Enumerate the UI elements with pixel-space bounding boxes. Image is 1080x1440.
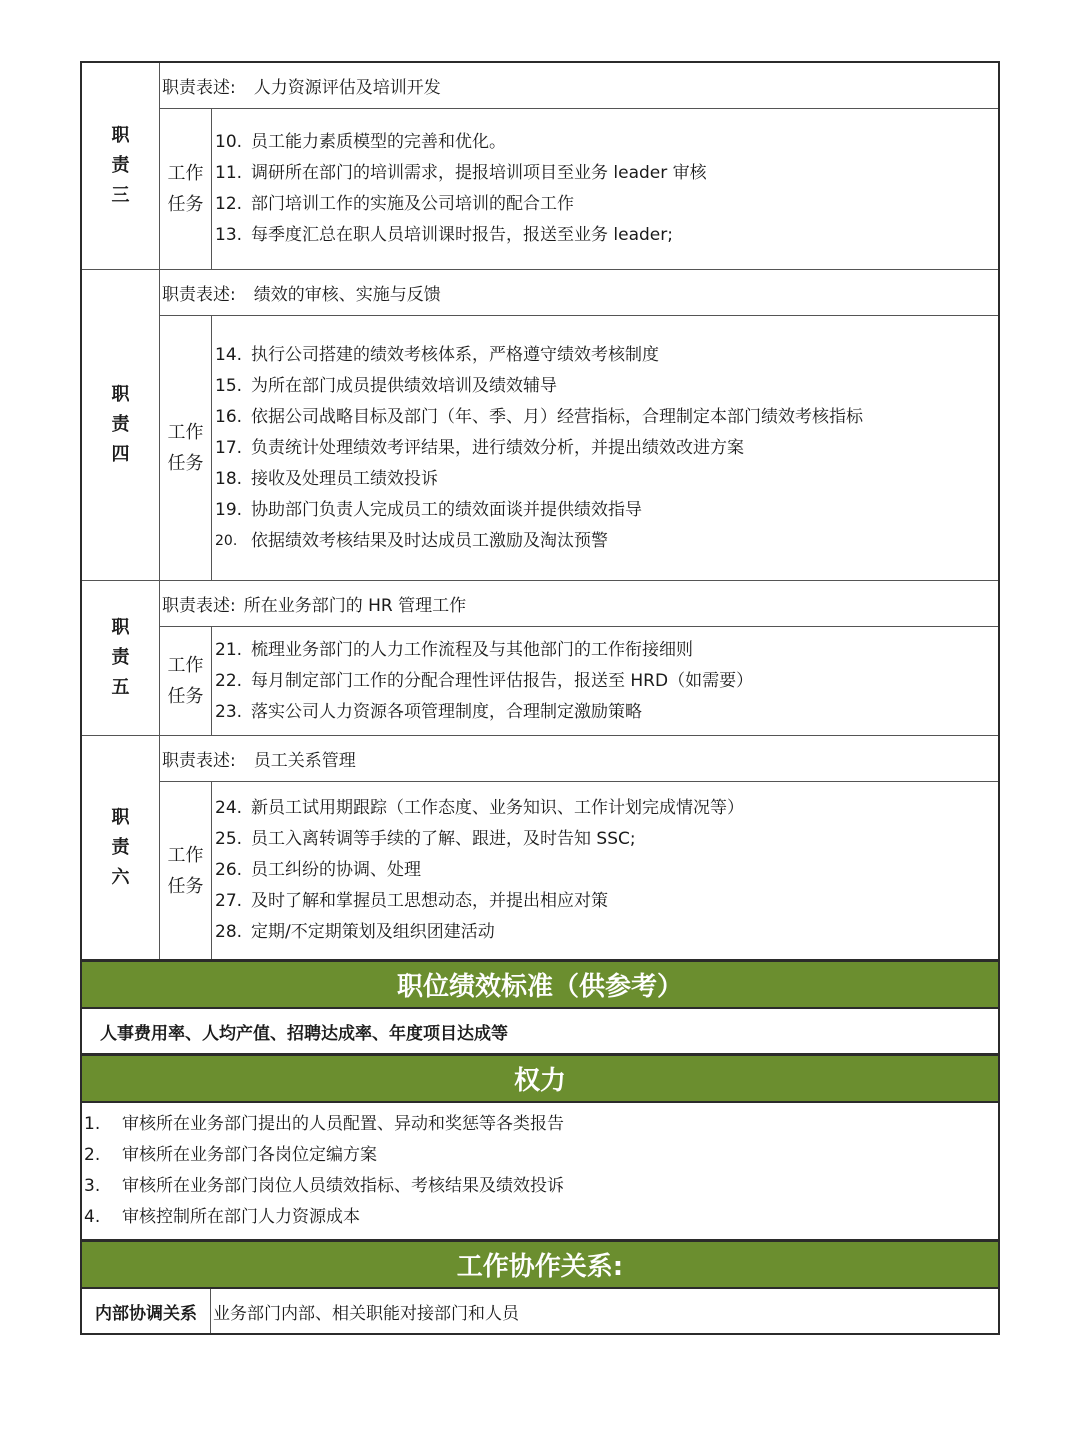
duty-label-char: 职	[111, 617, 130, 638]
task-number: 24.	[215, 798, 243, 818]
task-number: 25.	[215, 829, 243, 849]
list-item	[82, 1140, 998, 1171]
duty-description-label: 职责表述:	[162, 285, 236, 305]
task-number: 11.	[215, 163, 243, 183]
task-text: 协助部门负责人完成员工的绩效面谈并提供绩效指导	[251, 499, 642, 520]
duty-description-label: 职责表述:	[162, 78, 236, 98]
list-item	[82, 1202, 998, 1233]
task-label-line: 工作	[167, 655, 204, 676]
task-number: 13.	[215, 225, 243, 245]
duty-four	[82, 270, 998, 581]
task-number: 23.	[215, 701, 243, 722]
collaboration-row	[82, 1289, 998, 1335]
job-description-sheet	[80, 61, 1000, 1335]
task-text: 定期/不定期策划及组织团建活动	[251, 922, 495, 942]
power-item-text: 审核所在业务部门岗位人员绩效指标、考核结果及绩效投诉	[122, 1176, 564, 1196]
power-section-title: 权力	[513, 1066, 566, 1096]
task-number: 27.	[215, 891, 243, 911]
duty-label-char: 三	[111, 185, 130, 206]
task-label-line: 工作	[167, 422, 204, 443]
list-item	[215, 495, 998, 526]
task-number: 21.	[215, 639, 243, 660]
list-item	[215, 824, 998, 855]
duty-label-char: 职	[111, 384, 130, 405]
collaboration-section-header	[82, 1239, 998, 1289]
task-number: 22.	[215, 670, 243, 691]
task-label-line: 任务	[167, 453, 204, 474]
task-list	[212, 627, 998, 735]
list-item	[215, 697, 998, 728]
task-list	[212, 109, 998, 269]
task-number: 26.	[215, 860, 243, 880]
duty-label-char: 责	[111, 155, 130, 176]
duty-description-value: 员工关系管理	[253, 751, 356, 771]
task-text: 依据公司战略目标及部门（年、季、月）经营指标，合理制定本部门绩效考核指标	[251, 406, 863, 427]
power-item-number: 4.	[84, 1207, 101, 1227]
list-item	[215, 340, 998, 371]
duty-label-char: 职	[111, 806, 130, 828]
task-text: 每月制定部门工作的分配合理性评估报告，报送至 HRD（如需要）	[251, 670, 754, 691]
duty-label	[82, 63, 160, 269]
duty-label-char: 责	[111, 836, 130, 858]
task-number: 19.	[215, 499, 243, 520]
duty-label-char: 责	[111, 414, 130, 435]
task-number: 20.	[215, 532, 238, 549]
duty-label-char: 五	[111, 677, 130, 698]
duty-label-char: 四	[111, 444, 130, 465]
duty-description	[160, 63, 998, 109]
list-item	[215, 635, 998, 666]
task-number: 16.	[215, 406, 243, 427]
list-item	[215, 189, 998, 220]
collaboration-label: 内部协调关系	[82, 1289, 211, 1333]
list-item	[215, 793, 998, 824]
duty-description-value: 绩效的审核、实施与反馈	[253, 285, 441, 305]
duty-label	[82, 581, 160, 735]
duty-description-label: 职责表述:	[162, 751, 236, 771]
task-label	[160, 627, 212, 735]
task-text: 落实公司人力资源各项管理制度，合理制定激励策略	[251, 701, 642, 722]
task-label	[160, 782, 212, 959]
list-item	[215, 464, 998, 495]
list-item	[215, 666, 998, 697]
duty-label	[82, 736, 160, 959]
power-item-number: 1.	[84, 1114, 101, 1134]
duty-five	[82, 581, 998, 736]
task-number: 12.	[215, 194, 243, 214]
performance-standards	[82, 1009, 998, 1053]
duty-label-char: 六	[111, 866, 130, 888]
task-number: 15.	[215, 375, 243, 396]
power-section-header	[82, 1053, 998, 1103]
power-item-number: 2.	[84, 1145, 101, 1165]
task-number: 14.	[215, 344, 243, 365]
list-item	[215, 886, 998, 917]
duty-description	[160, 581, 998, 627]
duty-description	[160, 736, 998, 782]
task-list	[212, 782, 998, 959]
task-number: 10.	[215, 132, 243, 152]
task-label	[160, 316, 212, 580]
duty-description-value: 所在业务部门的 HR 管理工作	[243, 596, 467, 616]
task-label-line: 任务	[167, 686, 204, 707]
task-label-line: 工作	[167, 844, 204, 866]
performance-standards-text: 人事费用率、人均产值、招聘达成率、年度项目达成等	[100, 1023, 508, 1044]
duty-label-char: 职	[111, 125, 130, 146]
task-number: 17.	[215, 437, 243, 458]
task-list	[212, 316, 998, 580]
task-number: 28.	[215, 922, 243, 942]
duty-label	[82, 270, 160, 580]
list-item	[82, 1171, 998, 1202]
power-item-text: 审核所在业务部门提出的人员配置、异动和奖惩等各类报告	[122, 1114, 564, 1134]
collaboration-section-title: 工作协作关系:	[456, 1252, 624, 1282]
list-item	[215, 158, 998, 189]
list-item	[215, 855, 998, 886]
task-text: 执行公司搭建的绩效考核体系，严格遵守绩效考核制度	[251, 344, 659, 365]
task-text: 每季度汇总在职人员培训课时报告，报送至业务 leader;	[251, 225, 673, 245]
task-text: 及时了解和掌握员工思想动态，并提出相应对策	[251, 891, 608, 911]
list-item	[215, 371, 998, 402]
performance-section-title: 职位绩效标准（供参考）	[396, 972, 683, 1002]
task-text: 依据绩效考核结果及时达成员工激励及淘汰预警	[251, 530, 608, 551]
power-item-text: 审核控制所在部门人力资源成本	[122, 1207, 360, 1227]
task-text: 负责统计处理绩效考评结果，进行绩效分析，并提出绩效改进方案	[251, 437, 744, 458]
duty-description	[160, 270, 998, 316]
duty-description-value: 人力资源评估及培训开发	[253, 78, 441, 98]
list-item	[215, 433, 998, 464]
power-item-number: 3.	[84, 1176, 101, 1196]
list-item	[215, 220, 998, 251]
duty-description-label: 职责表述:	[162, 596, 236, 616]
task-text: 梳理业务部门的人力工作流程及与其他部门的工作衔接细则	[251, 639, 693, 660]
power-list	[82, 1103, 998, 1239]
task-label-line: 任务	[167, 194, 204, 215]
task-number: 18.	[215, 468, 243, 489]
task-text: 新员工试用期跟踪（工作态度、业务知识、工作计划完成情况等）	[251, 798, 744, 818]
duty-three	[82, 63, 998, 270]
task-label	[160, 109, 212, 269]
duty-six	[82, 736, 998, 959]
task-text: 员工能力素质模型的完善和优化。	[251, 132, 506, 152]
list-item	[215, 526, 998, 557]
task-text: 员工入离转调等手续的了解、跟进，及时告知 SSC;	[251, 829, 636, 849]
task-text: 调研所在部门的培训需求，提报培训项目至业务 leader 审核	[251, 163, 707, 183]
collaboration-value: 业务部门内部、相关职能对接部门和人员	[213, 1303, 519, 1324]
list-item	[215, 917, 998, 948]
task-label-line: 任务	[167, 875, 204, 897]
task-label-line: 工作	[167, 163, 204, 184]
task-text: 员工纠纷的协调、处理	[251, 860, 421, 880]
task-text: 为所在部门成员提供绩效培训及绩效辅导	[251, 375, 557, 396]
list-item	[215, 402, 998, 433]
list-item	[215, 127, 998, 158]
power-item-text: 审核所在业务部门各岗位定编方案	[122, 1145, 377, 1165]
task-text: 接收及处理员工绩效投诉	[251, 468, 438, 489]
task-text: 部门培训工作的实施及公司培训的配合工作	[251, 194, 574, 214]
performance-section-header	[82, 959, 998, 1009]
list-item	[82, 1109, 998, 1140]
duty-label-char: 责	[111, 647, 130, 668]
